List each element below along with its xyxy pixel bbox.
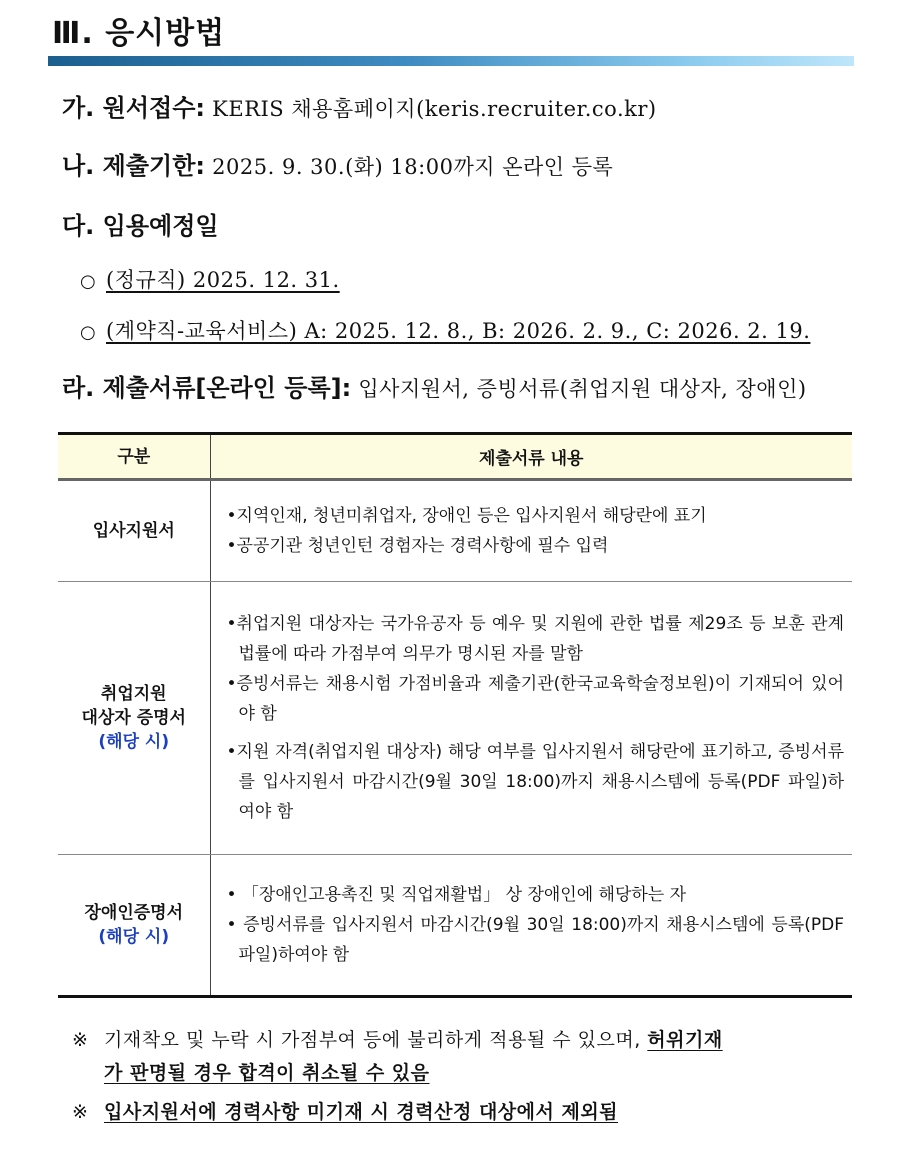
item-deadline-text: 2025. 9. 30.(화) 18:00까지 온라인 등록 bbox=[205, 155, 614, 179]
note-2-bold: 입사지원서에 경력사항 미기재 시 경력산정 대상에서 제외됨 bbox=[104, 1101, 619, 1123]
list-item: •공공기관 청년인턴 경험자는 경력사항에 필수 입력 bbox=[226, 536, 609, 556]
list-item: • 증빙서류를 입사지원서 마감시간(9월 30일 18:00)까지 채용시스템에 등록(PDF 파일)하여야 함 bbox=[226, 915, 844, 965]
item-documents-label: 라. 제출서류[온라인 등록]: bbox=[62, 374, 352, 402]
row-content bbox=[210, 480, 852, 582]
documents-table bbox=[58, 432, 852, 998]
header-content: 제출서류 내용 bbox=[210, 434, 852, 480]
note-1-bold-a: 허위기재 bbox=[647, 1029, 723, 1051]
appointment-bullet-contract bbox=[80, 315, 810, 345]
appointment-bullet-regular bbox=[80, 264, 340, 294]
list-item: •증빙서류는 채용시험 가점비율과 제출기관(한국교육학술정보원)이 기재되어 있어야 함 bbox=[226, 674, 844, 724]
item-appointment-label: 다. 임용예정일 bbox=[62, 212, 219, 240]
item-deadline-label: 나. 제출기한: bbox=[62, 152, 205, 180]
row-category-sub: (해당 시) bbox=[98, 927, 170, 947]
table-row bbox=[58, 480, 852, 582]
appointment-contract-text: (계약직-교육서비스) A: 2025. 12. 8., B: 2026. 2. 9., C: 2026. 2. 19. bbox=[106, 319, 811, 343]
appointment-regular-text: (정규직) 2025. 12. 31. bbox=[106, 268, 340, 292]
item-documents-text: 입사지원서, 증빙서류(취업지원 대상자, 장애인) bbox=[351, 377, 807, 401]
list-item: •지역인재, 청년미취업자, 장애인 등은 입사지원서 해당란에 표기 bbox=[226, 506, 707, 526]
note-1-continued bbox=[104, 1058, 430, 1085]
note-1-bold-b: 가 판명될 경우 합격이 취소될 수 있음 bbox=[104, 1062, 430, 1084]
row-category bbox=[58, 480, 210, 582]
table-header-row bbox=[58, 434, 852, 480]
row-category-text: 취업지원 대상자 증명서 bbox=[81, 684, 186, 728]
header-category: 구분 bbox=[58, 434, 210, 480]
note-1-plain: 기재착오 및 누락 시 가점부여 등에 불리하게 적용될 수 있으며, bbox=[104, 1029, 648, 1051]
item-deadline bbox=[62, 146, 613, 181]
reference-mark-icon: ※ bbox=[72, 1101, 89, 1123]
circle-bullet-icon: ○ bbox=[80, 322, 96, 343]
item-application bbox=[62, 88, 657, 123]
item-application-text: KERIS 채용홈페이지(keris.recruiter.co.kr) bbox=[205, 97, 657, 121]
row-content bbox=[210, 582, 852, 855]
item-application-label: 가. 원서접수: bbox=[62, 94, 205, 122]
row-content bbox=[210, 855, 852, 997]
list-item: •지원 자격(취업지원 대상자) 해당 여부를 입사지원서 해당란에 표기하고, 증빙서류를 입사지원서 마감시간(9월 30일 18:00)까지 채용시스템에 등록(PDF 파일)하여야 함 bbox=[226, 742, 844, 822]
row-category-sub: (해당 시) bbox=[98, 732, 170, 752]
section-title: Ⅲ. 응시방법 bbox=[52, 16, 226, 51]
note-2 bbox=[72, 1097, 618, 1124]
list-item: •취업지원 대상자는 국가유공자 등 예우 및 지원에 관한 법률 제29조 등 보훈 관계 법률에 따라 가점부여 의무가 명시된 자를 말함 bbox=[226, 614, 844, 664]
row-category-text: 입사지원서 bbox=[92, 521, 175, 541]
note-1 bbox=[72, 1025, 723, 1052]
table-row bbox=[58, 582, 852, 855]
row-category bbox=[58, 582, 210, 855]
list-item: • 「장애인고용촉진 및 직업재활법」 상 장애인에 해당하는 자 bbox=[226, 885, 687, 905]
title-gradient-bar bbox=[48, 56, 854, 66]
table-row bbox=[58, 855, 852, 997]
item-documents bbox=[62, 368, 807, 403]
reference-mark-icon: ※ bbox=[72, 1029, 89, 1051]
item-appointment bbox=[62, 206, 219, 241]
circle-bullet-icon: ○ bbox=[80, 271, 96, 292]
row-category bbox=[58, 855, 210, 997]
row-category-text: 장애인증명서 bbox=[84, 903, 184, 923]
